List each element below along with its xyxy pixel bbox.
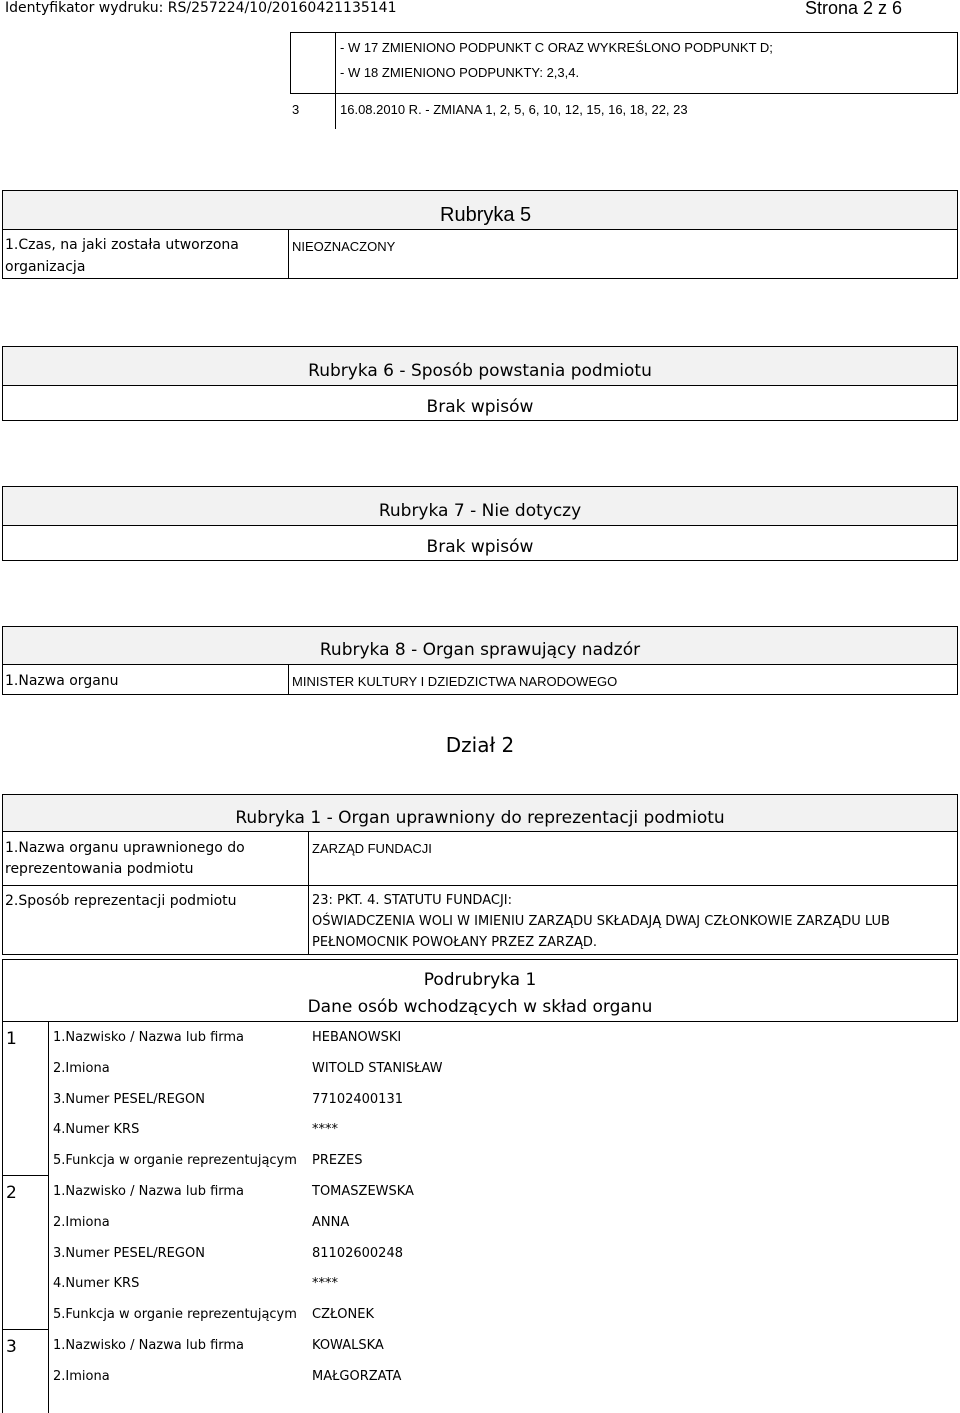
rubryka-6-title: Rubryka 6 - Sposób powstania podmiotu: [308, 361, 652, 381]
rubryka-5-label-2: organizacja: [5, 259, 86, 275]
podrubryka-1-header: [2, 959, 958, 1022]
rubryka-6-header: [2, 346, 958, 386]
dzial-2-title: Dział 2: [445, 733, 515, 757]
person-field-value: ****: [312, 1276, 338, 1292]
rubryka-7-header: [2, 486, 958, 526]
history-row-text: 16.08.2010 R. - ZMIANA 1, 2, 5, 6, 10, 12, 15, 16, 18, 22, 23: [340, 102, 688, 117]
person-field-label: 4.Numer KRS: [53, 1276, 140, 1292]
representation-value-1: 23: PKT. 4. STATUTU FUNDACJI:: [312, 893, 513, 908]
person-field-value: WITOLD STANISŁAW: [312, 1060, 443, 1076]
representation-value-2: OŚWIADCZENIA WOLI W IMIENIU ZARZĄDU SKŁADAJĄ DWAJ CZŁONKOWIE ZARZĄDU LUB: [312, 914, 890, 929]
d2-rubryka-1-header: [2, 794, 958, 832]
history-row-number: 3: [292, 102, 300, 117]
rubryka-5-value: NIEOZNACZONY: [292, 239, 396, 254]
rubryka-6-empty: Brak wpisów: [426, 397, 534, 417]
person-field-value: ANNA: [312, 1214, 350, 1230]
person-field-value: HEBANOWSKI: [312, 1030, 402, 1045]
person-field-label: 2.Imiona: [53, 1060, 110, 1076]
rubryka-7-title: Rubryka 7 - Nie dotyczy: [378, 501, 582, 521]
print-identifier: Identyfikator wydruku: RS/257224/10/20160421135141: [5, 0, 397, 16]
rubryka-8-value: MINISTER KULTURY I DZIEDZICTWA NARODOWEGO: [292, 674, 618, 689]
podrubryka-1-subtitle: Dane osób wchodzących w skład organu: [307, 997, 653, 1017]
person-field-label: 1.Nazwisko / Nazwa lub firma: [53, 1184, 245, 1199]
history-line-1: - W 17 ZMIENIONO PODPUNKT C ORAZ WYKREŚLONO PODPUNKT D;: [340, 40, 773, 55]
person-field-value: PREZES: [312, 1153, 363, 1169]
person-field-label: 2.Imiona: [53, 1214, 110, 1230]
representation-label: 2.Sposób reprezentacji podmiotu: [5, 893, 237, 909]
person-field-label: 2.Imiona: [53, 1368, 110, 1384]
rubryka-6-empty-row: [2, 385, 958, 421]
person-field-value: KOWALSKA: [312, 1338, 384, 1353]
rubryka-7-empty-row: [2, 525, 958, 561]
person-field-value: MAŁGORZATA: [312, 1368, 402, 1384]
organ-name-label-1: 1.Nazwa organu uprawnionego do: [5, 840, 245, 856]
rubryka-5-label-1: 1.Czas, na jaki została utworzona: [5, 237, 239, 253]
rubryka-7-empty: Brak wpisów: [426, 537, 534, 557]
person-field-label: 1.Nazwisko / Nazwa lub firma: [53, 1030, 245, 1045]
person-field-label: 1.Nazwisko / Nazwa lub firma: [53, 1338, 245, 1353]
person-field-label: 3.Numer PESEL/REGON: [53, 1091, 205, 1107]
person-field-value: TOMASZEWSKA: [312, 1184, 414, 1199]
rubryka-8-title: Rubryka 8 - Organ sprawujący nadzór: [319, 640, 641, 660]
person-field-value: CZŁONEK: [312, 1307, 374, 1323]
person-number: 3: [6, 1337, 17, 1357]
page-number: Strona 2 z 6: [804, 0, 902, 18]
rubryka-5-title: Rubryka 5: [440, 204, 532, 226]
history-line-2: - W 18 ZMIENIONO PODPUNKTY: 2,3,4.: [340, 65, 580, 80]
person-field-value: 77102400131: [312, 1091, 403, 1107]
person-field-label: 5.Funkcja w organie reprezentującym: [53, 1307, 297, 1323]
podrubryka-1-title: Podrubryka 1: [423, 970, 537, 990]
person-field-value: 81102600248: [312, 1245, 403, 1261]
person-field-label: 5.Funkcja w organie reprezentującym: [53, 1153, 297, 1169]
representation-value-3: PEŁNOMOCNIK POWOŁANY PRZEZ ZARZĄD.: [312, 935, 598, 950]
person-field-label: 3.Numer PESEL/REGON: [53, 1245, 205, 1261]
organ-name-value: ZARZĄD FUNDACJI: [312, 841, 432, 856]
person-number: 1: [6, 1029, 17, 1049]
person-field-value: ****: [312, 1122, 338, 1138]
person-field-label: 4.Numer KRS: [53, 1122, 140, 1138]
organ-name-label-2: reprezentowania podmiotu: [5, 861, 194, 877]
d2-rubryka-1-title: Rubryka 1 - Organ uprawniony do reprezentacji podmiotu: [235, 808, 725, 828]
person-number: 2: [6, 1183, 17, 1203]
rubryka-5-header: [2, 190, 958, 230]
rubryka-8-label: 1.Nazwa organu: [5, 673, 119, 689]
rubryka-8-header: [2, 626, 958, 665]
